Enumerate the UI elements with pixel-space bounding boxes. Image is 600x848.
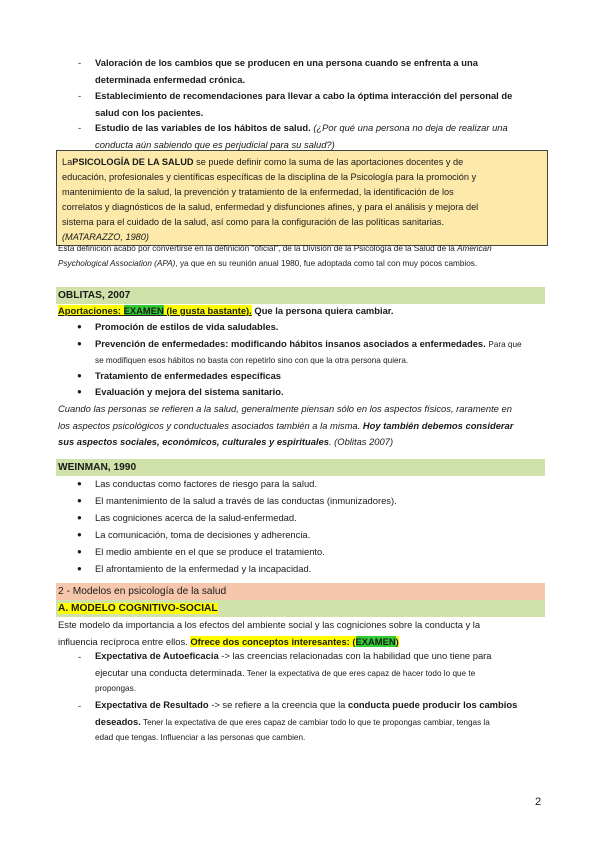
autoeficacia-line2b: Tener la expectativa de que eres capaz de hacer todo lo que te: [244, 668, 476, 678]
quote-line2: educación, profesionales y científicas específicas de la disciplina de la Psicología para la promoción y: [62, 172, 477, 182]
oblitas-bullet-2-extra: Para que: [488, 340, 522, 349]
top-item-3: [95, 120, 545, 154]
intro-line2b: Ofrece dos conceptos interesantes: (: [190, 635, 356, 647]
expectativa-autoeficacia: [95, 648, 545, 696]
def-note-italic: American: [457, 244, 492, 253]
section2-intro: [58, 617, 543, 650]
bullet-dot: ●: [77, 513, 82, 522]
resultado-line3: edad que tengas. Influenciar a las personas que cambien.: [95, 732, 306, 742]
definition-box: [56, 150, 548, 246]
quote-term: PSICOLOGÍA DE LA SALUD: [72, 157, 194, 167]
top-item-1-line2: determinada enfermedad crónica.: [95, 73, 246, 85]
oblitas-note-line1: Cuando las personas se refieren a la salud, generalmente piensan sólo en los aspectos físicos, raramente en: [58, 403, 512, 414]
definition-note: [58, 242, 543, 271]
autoeficacia-rest: -> las creencias relacionadas con la habilidad que uno tiene para: [218, 650, 492, 661]
quote-line4: correlatos y diagnósticos de la salud, enfermedad y disfunciones afines, y para el análisis y mejora del: [62, 202, 479, 212]
top-item-1: [95, 55, 545, 89]
bullet-dot: ●: [77, 371, 82, 380]
intro-highlight: [190, 636, 398, 647]
page-number: 2: [535, 796, 542, 808]
weinman-bullet-3: Las cogniciones acerca de la salud-enfermedad.: [95, 512, 297, 523]
bullet-dot: ●: [77, 547, 82, 556]
intro-examen-tag: EXAMEN: [355, 635, 396, 647]
top-item-3-italic: (¿Por qué una persona no deja de realizar una: [313, 122, 508, 133]
examen-tag: EXAMEN: [123, 305, 164, 316]
expectativa-resultado: [95, 697, 545, 745]
subheading-text: A. MODELO COGNITIVO-SOCIAL: [58, 603, 218, 614]
def-note-apa: Psychological Association (APA): [58, 258, 176, 268]
intro-line2a: influencia recíproca entre ellos.: [58, 635, 191, 647]
dash-marker: -: [78, 123, 82, 134]
resultado-line2: deseados.: [95, 715, 141, 727]
oblitas-bullet-1: Promoción de estilos de vida saludables.: [95, 321, 279, 332]
autoeficacia-line3: propongas.: [95, 683, 136, 693]
dash-marker: -: [78, 58, 82, 69]
oblitas-bullet-2: [95, 336, 545, 369]
aportaciones-label: [58, 305, 252, 316]
bullet-dot: ●: [77, 387, 82, 396]
def-note-text: Esta definición acabó por convertirse en la definición "oficial", de la División de la Psicología de la Salud de la: [58, 244, 455, 253]
resultado-rest-a: -> se refiere a la creencia que la: [208, 699, 346, 710]
top-item-2-line2: salud con los pacientes.: [95, 106, 204, 118]
oblitas-bullet-3: Tratamiento de enfermedades específicas: [95, 370, 282, 381]
bullet-dot: ●: [77, 322, 82, 331]
dash-marker: -: [78, 652, 82, 663]
oblitas-note-line2a: los aspectos psicológicos y conductuales asociados también a la misma.: [58, 419, 361, 431]
oblitas-bullet-2-text: Prevención de enfermedades: modificando hábitos insanos asociados a enfermedades.: [95, 338, 486, 349]
weinman-bullet-6: El afrontamiento de la enfermedad y la incapacidad.: [95, 563, 312, 574]
oblitas-note-line3a: sus aspectos sociales, económicos, culturales y espirituales: [58, 436, 329, 447]
weinman-bullet-4: La comunicación, toma de decisiones y adherencia.: [95, 529, 311, 540]
quote-line5: sistema para el cuidado de la salud, así como para la configuración de las políticas sanitarias.: [62, 217, 445, 227]
subsection-heading-cognitivo-social: [56, 600, 545, 617]
autoeficacia-line2: ejecutar una conducta determinada.: [95, 666, 245, 678]
quote-line3: mantenimiento de la salud, la prevención y tratamiento de la enfermedad, la identificación de los: [62, 187, 454, 197]
bullet-dot: ●: [77, 530, 82, 539]
def-note-rest: , ya que en su reunión anual 1980, fue adoptada como tal con muy pocos cambios.: [175, 258, 478, 268]
weinman-bullet-5: El medio ambiente en el que se produce el tratamiento.: [95, 546, 325, 557]
oblitas-note-line3b: . (Oblitas 2007): [328, 436, 394, 447]
dash-marker: -: [78, 701, 82, 712]
resultado-line2b: Tener la expectativa de que eres capaz de cambiar todo lo que te propongas cambiar, tengas la: [140, 717, 490, 727]
top-item-3-bold: Estudio de las variables de los hábitos de salud.: [95, 122, 311, 133]
intro-close: ): [395, 635, 399, 647]
resultado-rest-b: conducta puede producir los cambios: [345, 699, 518, 710]
aport-rest: (le gusta bastante).: [163, 305, 252, 316]
bullet-dot: ●: [77, 479, 82, 488]
oblitas-aportaciones: [58, 303, 543, 320]
dash-marker: -: [78, 91, 82, 102]
top-item-3-line2: conducta aún sabiendo que es perjudicial para su salud?): [95, 138, 335, 150]
weinman-bullet-1: Las conductas como factores de riesgo para la salud.: [95, 478, 318, 489]
aport-label-text: Aportaciones:: [58, 305, 124, 316]
quote-citation: (MATARAZZO, 1980): [62, 232, 149, 242]
aport-tail: Que la persona quiera cambiar.: [251, 305, 394, 316]
top-item-1-line1: Valoración de los cambios que se producen en una persona cuando se enfrenta a una: [95, 57, 478, 68]
oblitas-note-line2b: Hoy también debemos considerar: [360, 419, 514, 431]
weinman-bullet-2: El mantenimiento de la salud a través de las conductas (inmunizadores).: [95, 495, 397, 506]
bullet-dot: ●: [77, 339, 82, 348]
quote-lead: La: [62, 157, 73, 167]
resultado-label: Expectativa de Resultado: [95, 699, 209, 710]
section-heading-oblitas: OBLITAS, 2007: [56, 287, 545, 304]
quote-rest1: se puede definir como la suma de las aportaciones docentes y de: [193, 157, 464, 167]
section-heading-weinman: WEINMAN, 1990: [56, 459, 545, 476]
oblitas-note: [58, 401, 543, 451]
intro-line1: Este modelo da importancia a los efectos del ambiente social y las cogniciones sobre la conducta y la: [58, 619, 481, 630]
bullet-dot: ●: [77, 564, 82, 573]
oblitas-bullet-4: Evaluación y mejora del sistema sanitario.: [95, 386, 284, 397]
section-heading-modelos: 2 - Modelos en psicología de la salud: [56, 583, 545, 600]
oblitas-bullet-2-line2: se modifiquen esos hábitos no basta con repetirlo sino con que la otra persona quiera.: [95, 355, 409, 365]
autoeficacia-label: Expectativa de Autoeficacia: [95, 650, 219, 661]
bullet-dot: ●: [77, 496, 82, 505]
top-item-2-line1: Establecimiento de recomendaciones para llevar a cabo la óptima interacción del personal de: [95, 90, 513, 101]
top-item-2: [95, 88, 545, 122]
